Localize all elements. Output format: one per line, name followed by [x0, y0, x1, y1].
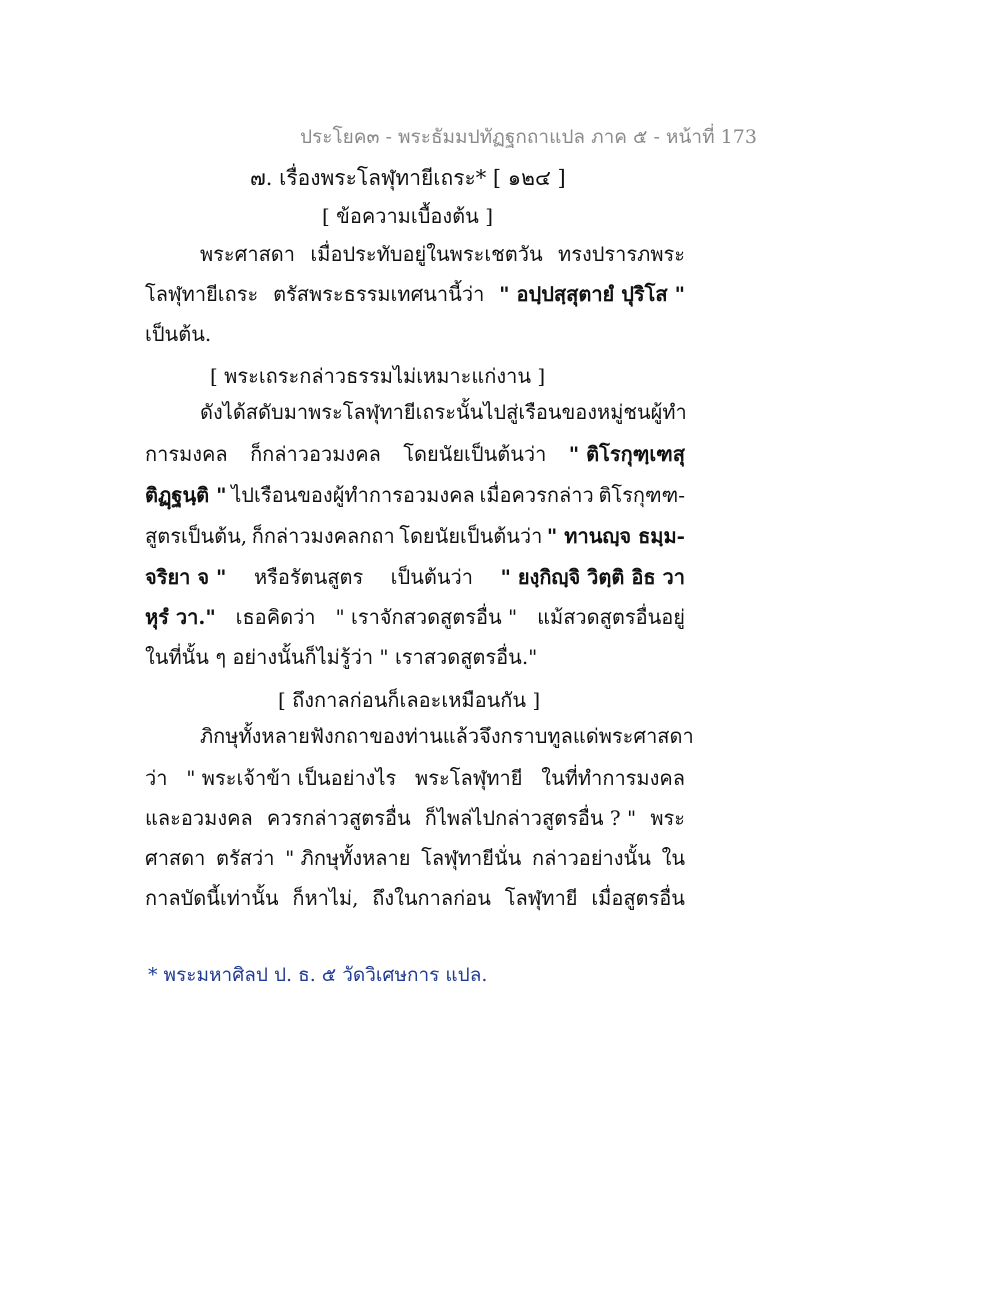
text-segment: ทรงปรารภพระ — [558, 242, 685, 266]
text-segment: ในที่ทำการมงคล — [541, 766, 685, 790]
text-segment: การมงคล — [145, 442, 228, 466]
text-segment: " เราจักสวดสูตรอื่น " — [335, 605, 518, 629]
text-segment: พระโลฬุทายี — [415, 766, 523, 790]
pali-quote: " ทานญฺจ ธมฺม- — [546, 524, 685, 548]
text-line — [145, 643, 685, 671]
text-segment: ติโรกุฑฑ- — [598, 483, 685, 507]
text-segment: ก็กล่าวอวมงคล — [250, 442, 381, 466]
text-segment: เมื่อสูตรอื่น — [591, 886, 685, 910]
pali-quote: หุรํ วา." — [145, 605, 216, 629]
text-segment: โดยนัยเป็นต้นว่า — [403, 442, 547, 466]
text-line — [145, 320, 685, 348]
text-segment: เมื่อประทับอยู่ในพระเชตวัน — [310, 242, 543, 266]
section-heading-opening: [ ข้อความเบื้องต้น ] — [322, 204, 493, 228]
running-header: ประโยค๓ - พระธัมมปทัฏฐกถาแปล ภาค ๕ - หน้าที่ 173 — [300, 126, 757, 148]
pali-quote: " อปฺปสฺสุตายํ ปุริโส " — [499, 282, 685, 306]
text-segment: หรือรัตนสูตร — [253, 565, 364, 589]
text-segment: โลฬุทายีเถระ — [145, 282, 259, 306]
text-segment: เป็นต้น. — [145, 322, 212, 346]
footnote: * พระมหาศิลป ป. ธ. ๕ วัดวิเศษการ แปล. — [148, 964, 488, 986]
text-segment: ศาสดา — [145, 846, 206, 870]
text-segment: เมื่อควรกล่าว — [479, 483, 594, 507]
text-segment: ดังได้สดับมา — [200, 400, 309, 424]
text-segment: ก็กล่าวมงคลกถา — [251, 524, 395, 548]
text-line — [145, 440, 685, 468]
text-segment: ตรัสว่า — [216, 846, 275, 870]
text-segment: ตรัสพระธรรมเทศนานี้ว่า — [273, 282, 485, 306]
text-line — [145, 280, 685, 308]
text-line — [145, 563, 685, 591]
text-line — [200, 240, 685, 268]
text-segment: สูตรเป็นต้น, — [145, 524, 248, 548]
text-line — [200, 398, 685, 426]
text-line — [145, 603, 685, 631]
text-segment: ควรกล่าวสูตรอื่น — [266, 806, 411, 830]
text-segment: โดยนัยเป็นต้นว่า — [399, 524, 543, 548]
text-segment: ในที่นั้น ๆ อย่างนั้นก็ไม่รู้ว่า " เราสวดสูตรอื่น." — [145, 645, 538, 669]
text-segment: ไปสู่เรือนของหมู่ชนผู้ทำ — [483, 400, 687, 424]
text-line — [145, 764, 685, 792]
text-line — [200, 722, 694, 750]
text-line — [145, 481, 685, 509]
text-line — [145, 522, 685, 550]
text-segment: ฟังกถาของท่านแล้ว — [309, 724, 480, 748]
text-segment: ภิกษุทั้งหลาย — [200, 724, 310, 748]
text-line — [145, 844, 685, 872]
text-segment: โลฬุทายี — [504, 886, 578, 910]
text-segment: " ภิกษุทั้งหลาย — [285, 846, 411, 870]
text-line — [145, 804, 685, 832]
text-segment: พระศาสดา — [200, 242, 296, 266]
text-segment: " พระเจ้าข้า เป็นอย่างไร — [186, 766, 397, 790]
section-heading-improper: [ พระเถระกล่าวธรรมไม่เหมาะแก่งาน ] — [210, 364, 546, 388]
pali-quote: " ยงฺกิญฺจิ วิตฺติ อิธ วา — [500, 565, 685, 589]
text-segment: เธอคิดว่า — [235, 605, 316, 629]
text-segment: กาลบัดนี้เท่านั้น — [145, 886, 279, 910]
text-line — [145, 884, 685, 912]
text-segment: ก็หาไม่, — [292, 886, 359, 910]
pali-quote: จริยา จ " — [145, 565, 227, 589]
text-segment: กล่าวอย่างนั้น — [531, 846, 651, 870]
text-segment: จึงกราบทูลแด่พระศาสดา — [479, 724, 694, 748]
text-segment: ใน — [661, 846, 685, 870]
text-segment: พระ — [650, 806, 685, 830]
text-segment: และอวมงคล — [145, 806, 253, 830]
pali-quote: ติฏฺฐนฺติ " — [145, 483, 227, 507]
text-segment: ไปเรือนของผู้ทำการอวมงคล — [231, 483, 475, 507]
text-segment: แม้สวดสูตรอื่นอยู่ — [537, 605, 685, 629]
text-segment: ก็ไพล่ไปกล่าวสูตรอื่น ? " — [424, 806, 637, 830]
text-segment: ว่า — [145, 766, 168, 790]
text-segment: เป็นต้นว่า — [390, 565, 473, 589]
text-segment: โลฬุทายีนั่น — [421, 846, 522, 870]
text-segment: พระโลฬุทายีเถระนั้น — [308, 400, 484, 424]
chapter-title: ๗. เรื่องพระโลฬุทายีเถระ* [ ๑๒๔ ] — [250, 166, 566, 190]
text-segment: ถึงในกาลก่อน — [372, 886, 491, 910]
pali-quote: " ติโรกุฑฺเฑสุ — [568, 442, 685, 466]
section-heading-past: [ ถึงกาลก่อนก็เลอะเหมือนกัน ] — [278, 688, 541, 712]
